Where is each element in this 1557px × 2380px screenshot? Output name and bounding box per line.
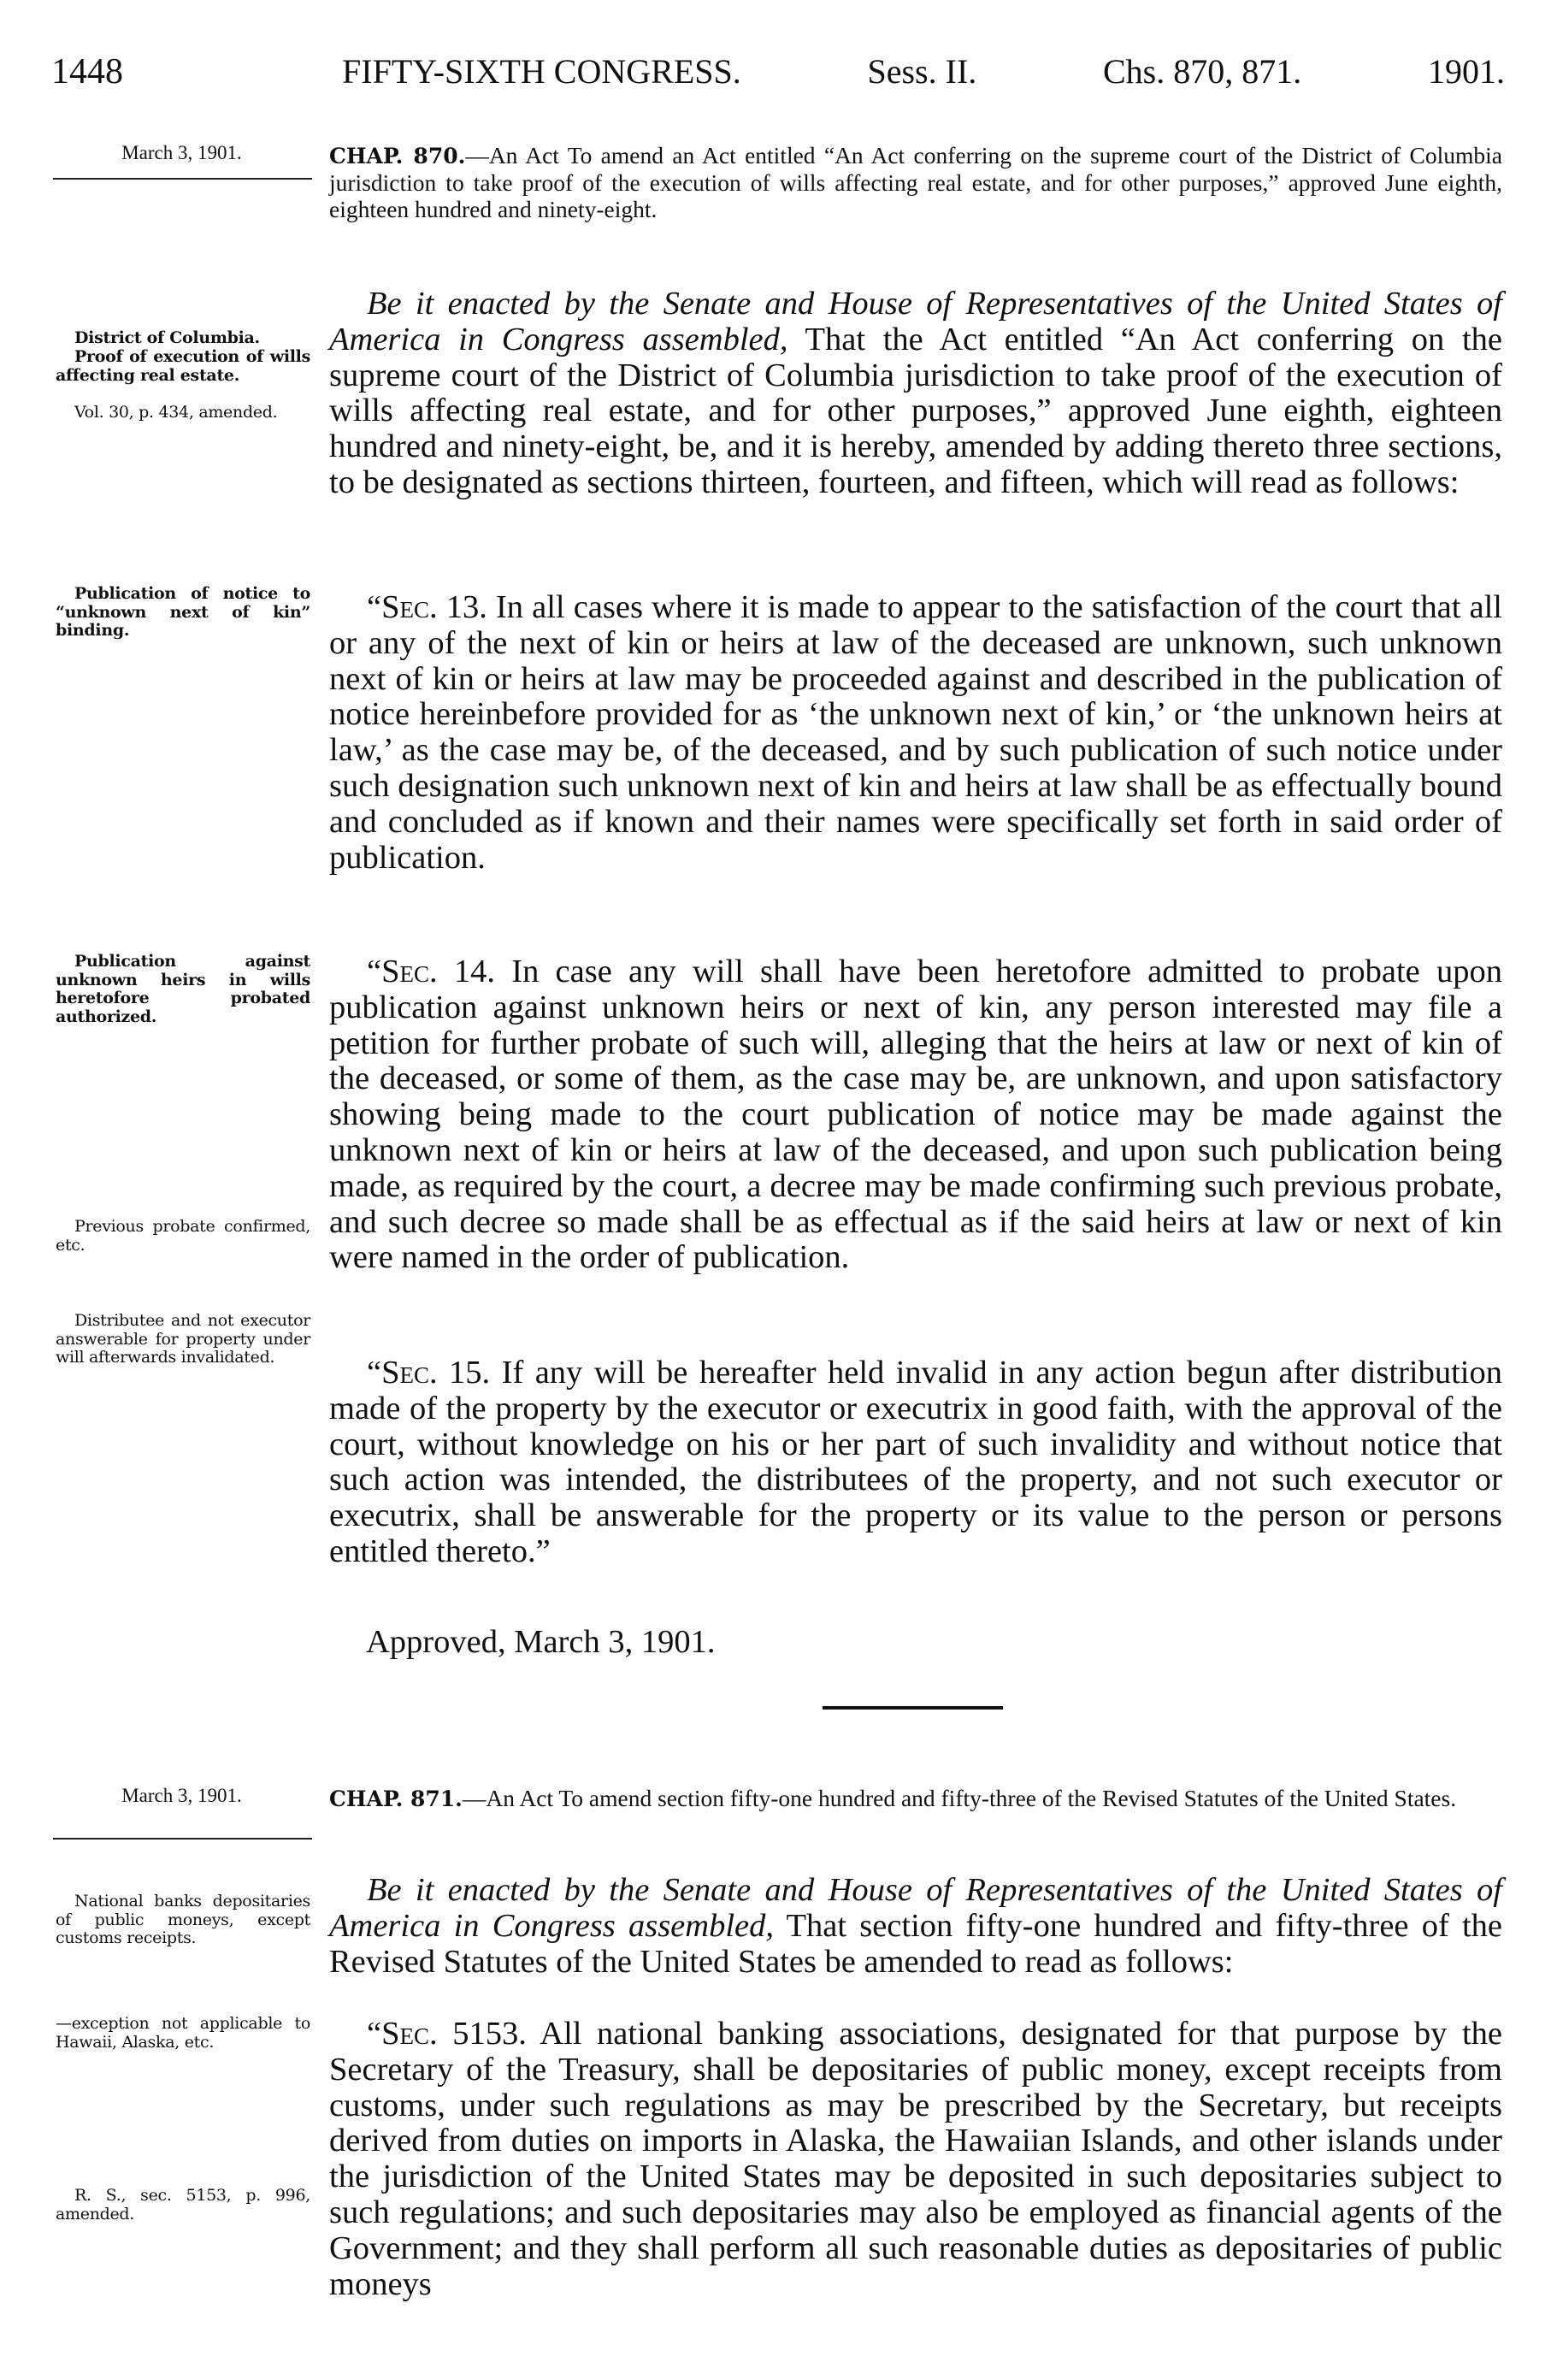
margin-note-district: District of Columbia.: [74, 328, 260, 347]
section-14-label: “Sec. 14.: [367, 954, 495, 989]
section-5153-label: “Sec. 5153.: [367, 2016, 527, 2052]
margin-note-publication-of-notice: Publication of notice to “unknown next of kin” binding.: [56, 584, 310, 640]
running-header: [342, 51, 1505, 92]
chapter-871-label: CHAP. 871.: [329, 1786, 463, 1811]
section-13: [329, 590, 1502, 876]
chapter-871-date: March 3, 1901.: [121, 1785, 242, 1806]
chapter-870-title: [329, 142, 1502, 222]
page-number: 1448: [51, 52, 123, 92]
chapter-870-date: March 3, 1901.: [121, 142, 242, 163]
chapter-871-title: [329, 1785, 1502, 1812]
chapter-871-date-rule: [53, 1838, 312, 1840]
chapter-871-title-text: —An Act To amend section fifty-one hundred and fifty-three of the Revised Statutes of the United States.: [462, 1785, 1457, 1811]
chapter-870-title-text: —An Act To amend an Act entitled “An Act conferring on the supreme court of the District of Columbia jurisdiction to take proof of the execution of wills affecting real estate, and for other purposes,” approved June eighth, eighteen hundred and ninety-eight.: [329, 142, 1502, 222]
margin-note-exception-hawaii: —exception not applicable to Hawaii, Alaska, etc.: [56, 2014, 310, 2052]
margin-note-vol-30: Vol. 30, p. 434, amended.: [74, 403, 278, 422]
section-5153: [329, 2017, 1502, 2302]
section-15-text: If any will be hereafter held invalid in any action begun after distribution made of the property by the executor or executrix in good faith, with the approval of the court, without knowledge on his or her part of such invalidity and without notice that such action was intended, the distributees of the property, and not such executor or executrix, shall be answerable for the property or its value to the person or persons entitled thereto.”: [329, 1355, 1502, 1569]
enacting-formula: Be it enacted by the Senate and House of Representatives of the United States of America in Congress assembled,: [329, 286, 1502, 357]
enacting-formula: Be it enacted by the Senate and House of Representatives of the United States of America in Congress assembled,: [329, 1872, 1502, 1944]
section-15-label: “Sec. 15.: [367, 1355, 491, 1391]
year-label: 1901.: [1427, 52, 1505, 91]
section-5153-text: All national banking associations, designated for that purpose by the Secretary of the Treasury, shall be depositaries of public money, except receipts from customs, under such regulations as may be prescribed by the Secretary, but receipts derived from duties on imports in Alaska, the Hawaiian Islands, and other islands under the jurisdiction of the United States may be deposited in such depositaries subject to such regulations; and such depositaries may also be employed as financial agents of the Government; and they shall perform all such reasonable duties as depositaries of public moneys: [329, 2016, 1502, 2302]
chapters-label: Chs. 870, 871.: [1103, 52, 1302, 91]
approval-line: Approved, March 3, 1901.: [366, 1624, 716, 1660]
chapter-871-enacting-clause: [329, 1873, 1502, 1980]
enacting-text: That the Act entitled “An Act conferring on the supreme court of the District of Columbia jurisdiction to take proof of the execution of wills affecting real estate, and for other purposes,” approved June eighth, eighteen hundred and ninety-eight, be, and it is hereby, amended by adding thereto three sections, to be designated as sections thirteen, fourteen, and fifteen, which will read as follows:: [329, 321, 1502, 500]
session-label: Sess. II.: [867, 52, 977, 91]
chapter-870-label: CHAP. 870.: [329, 144, 466, 168]
chapter-870-date-rule: [53, 178, 312, 180]
section-14: [329, 954, 1502, 1276]
margin-note-publication-against: Publication against unknown heirs in wills heretofore probated authorized.: [56, 952, 310, 1026]
chapter-separator-rule: [823, 1706, 1003, 1710]
section-15: [329, 1355, 1502, 1570]
chapter-870-enacting-clause: [329, 286, 1502, 501]
section-13-label: “Sec. 13.: [367, 589, 487, 625]
enacting-text: That section fifty-one hundred and fifty-three of the Revised Statutes of the United States be amended to read as follows:: [329, 1907, 1502, 1980]
margin-note-proof-of-execution: Proof of execution of wills affecting real estate.: [56, 347, 310, 385]
section-13-text: In all cases where it is made to appear to the satisfaction of the court that all or any of the next of kin or heirs at law of the deceased are unknown, such unknown next of kin or heirs at law may be proceeded against and described in the publication of notice hereinbefore provided for as ‘the unknown next of kin,’ or ‘the unknown heirs at law,’ as the case may be, of the deceased, and by such publication of such notice under such designation such unknown next of kin and heirs at law shall be as effectually bound and concluded as if known and their names were specifically set forth in said order of publication.: [329, 589, 1502, 876]
section-14-text: In case any will shall have been heretofore admitted to probate upon publication against unknown heirs or next of kin, any person interested may file a petition for further probate of such will, alleging that the heirs at law or next of kin of the deceased, or some of them, as the case may be, are unknown, and upon satisfactory showing being made to the court publication of notice may be made against the unknown next of kin or heirs at law of the deceased, and upon such publication being made, as required by the court, a decree may be made confirming such previous probate, and such decree so made shall be as effectual as if the said heirs at law or next of kin were named in the order of publication.: [329, 954, 1502, 1276]
margin-note-national-banks: National banks depositaries of public moneys, except customs receipts.: [56, 1892, 310, 1947]
margin-note-previous-probate: Previous probate confirmed, etc.: [56, 1217, 310, 1255]
margin-note-rs-5153: R. S., sec. 5153, p. 996, amended.: [56, 2186, 310, 2223]
congress-title: FIFTY-SIXTH CONGRESS.: [342, 52, 741, 91]
margin-note-distributee: Distributee and not executor answerable for property under will afterwards invalidated.: [56, 1311, 310, 1367]
